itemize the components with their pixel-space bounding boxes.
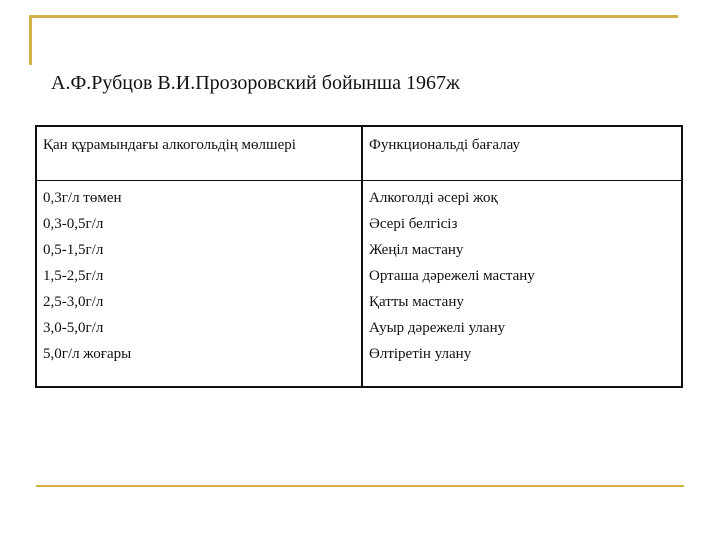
assessment-cell: Алкоголді әсері жоқ bbox=[369, 190, 498, 206]
table-row bbox=[37, 289, 681, 315]
amount-cell: 5,0г/л жоғары bbox=[43, 346, 132, 362]
decorative-bottom-line bbox=[36, 485, 684, 487]
assessment-cell: Қатты мастану bbox=[369, 294, 464, 310]
amount-cell: 3,0-5,0г/л bbox=[43, 320, 104, 336]
header-functional-assessment: Функциональді бағалау bbox=[369, 137, 521, 153]
table-row bbox=[37, 237, 681, 263]
header-alcohol-amount: Қан құрамындағы алкогольдің мөлшері bbox=[43, 137, 296, 153]
table-row bbox=[37, 341, 681, 367]
assessment-cell: Жеңіл мастану bbox=[369, 242, 464, 258]
amount-cell: 2,5-3,0г/л bbox=[43, 294, 104, 310]
alcohol-table bbox=[35, 125, 683, 388]
table-row bbox=[37, 211, 681, 237]
table-row bbox=[37, 315, 681, 341]
assessment-cell: Ауыр дәрежелі улану bbox=[369, 320, 506, 336]
assessment-cell: Өлтіретін улану bbox=[369, 346, 472, 362]
amount-cell: 0,3г/л төмен bbox=[43, 190, 122, 206]
amount-cell: 0,3-0,5г/л bbox=[43, 216, 104, 232]
page-title: А.Ф.Рубцов В.И.Прозоровский бойынша 1967ж bbox=[51, 72, 460, 94]
decorative-left-line bbox=[29, 15, 32, 65]
amount-cell: 1,5-2,5г/л bbox=[43, 268, 104, 284]
decorative-top-line bbox=[30, 15, 678, 18]
table-row bbox=[37, 263, 681, 289]
amount-cell: 0,5-1,5г/л bbox=[43, 242, 104, 258]
table-body bbox=[37, 185, 681, 367]
assessment-cell: Орташа дәрежелі мастану bbox=[369, 268, 535, 284]
assessment-cell: Әсері белгісіз bbox=[369, 216, 458, 232]
table-row bbox=[37, 185, 681, 211]
table-header-row bbox=[37, 127, 681, 181]
